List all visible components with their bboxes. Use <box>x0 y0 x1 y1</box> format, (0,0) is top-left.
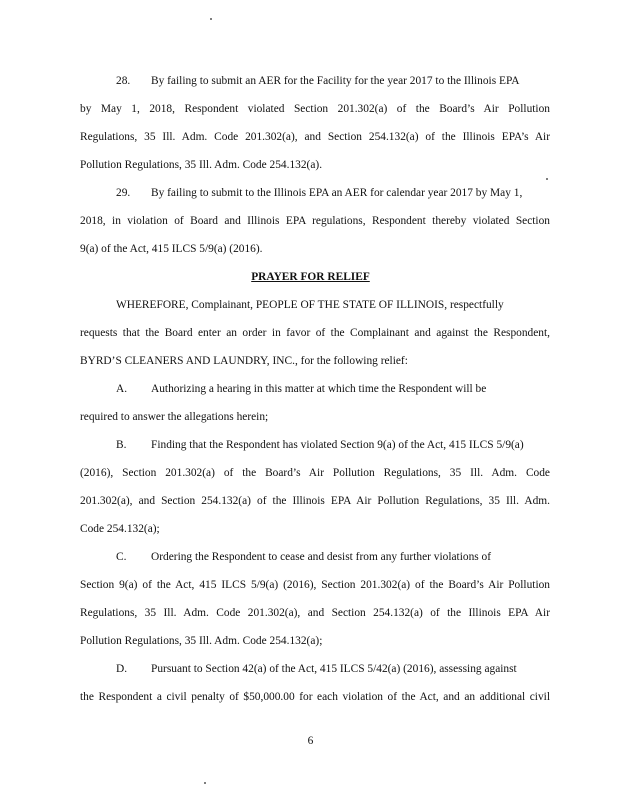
paragraph-28-line-4: Pollution Regulations, 35 Ill. Adm. Code 254.132(a). <box>80 159 323 171</box>
relief-letter-a: A. <box>116 383 128 395</box>
page-number: 6 <box>307 735 314 747</box>
paragraph-28-line-3: Regulations, 35 Ill. Adm. Code 201.302(a), and Section 254.132(a) of the Illinois EPA’s Air <box>80 131 550 143</box>
relief-a-line-1: Authorizing a hearing in this matter at which time the Respondent will be <box>151 383 487 395</box>
paragraph-29-line-1: By failing to submit to the Illinois EPA an AER for calendar year 2017 by May 1, <box>151 187 523 199</box>
relief-c-line-1: Ordering the Respondent to cease and desist from any further violations of <box>151 551 492 563</box>
paragraph-number-28: 28. <box>116 75 131 87</box>
scan-speck <box>546 178 548 180</box>
relief-a-line-2: required to answer the allegations herein; <box>80 411 269 423</box>
paragraph-28-line-1: By failing to submit an AER for the Facility for the year 2017 to the Illinois EPA <box>151 75 520 87</box>
prayer-for-relief-heading: PRAYER FOR RELIEF <box>251 271 370 283</box>
relief-d-line-2: the Respondent a civil penalty of $50,000.00 for each violation of the Act, and an additional civil <box>80 691 550 703</box>
relief-d-line-1: Pursuant to Section 42(a) of the Act, 415 ILCS 5/42(a) (2016), assessing against <box>151 663 517 675</box>
relief-letter-b: B. <box>116 439 127 451</box>
paragraph-29-line-3: 9(a) of the Act, 415 ILCS 5/9(a) (2016). <box>80 243 263 255</box>
relief-b-line-2: (2016), Section 201.302(a) of the Board’s Air Pollution Regulations, 35 Ill. Adm. Code <box>80 467 550 479</box>
relief-b-line-4: Code 254.132(a); <box>80 523 160 535</box>
paragraph-29-line-2: 2018, in violation of Board and Illinois EPA regulations, Respondent thereby violated Section <box>80 215 550 227</box>
wherefore-line-1: WHEREFORE, Complainant, PEOPLE OF THE STATE OF ILLINOIS, respectfully <box>116 299 504 311</box>
wherefore-line-3: BYRD’S CLEANERS AND LAUNDRY, INC., for the following relief: <box>80 355 408 367</box>
scan-speck <box>204 782 206 784</box>
scan-speck <box>210 18 212 20</box>
relief-letter-c: C. <box>116 551 127 563</box>
paragraph-number-29: 29. <box>116 187 131 199</box>
wherefore-line-2: requests that the Board enter an order in favor of the Complainant and against the Respondent, <box>80 327 550 339</box>
relief-b-line-1: Finding that the Respondent has violated Section 9(a) of the Act, 415 ILCS 5/9(a) <box>151 439 524 451</box>
relief-c-line-3: Regulations, 35 Ill. Adm. Code 201.302(a), and Section 254.132(a) of the Illinois EPA Air <box>80 607 550 619</box>
relief-c-line-4: Pollution Regulations, 35 Ill. Adm. Code 254.132(a); <box>80 635 323 647</box>
paragraph-28-line-2: by May 1, 2018, Respondent violated Section 201.302(a) of the Board’s Air Pollution <box>80 103 550 115</box>
relief-b-line-3: 201.302(a), and Section 254.132(a) of the Illinois EPA Air Pollution Regulations, 35 Ill. Adm. <box>80 495 550 507</box>
relief-letter-d: D. <box>116 663 128 675</box>
relief-c-line-2: Section 9(a) of the Act, 415 ILCS 5/9(a) (2016), Section 201.302(a) of the Board’s Air Pollution <box>80 579 550 591</box>
